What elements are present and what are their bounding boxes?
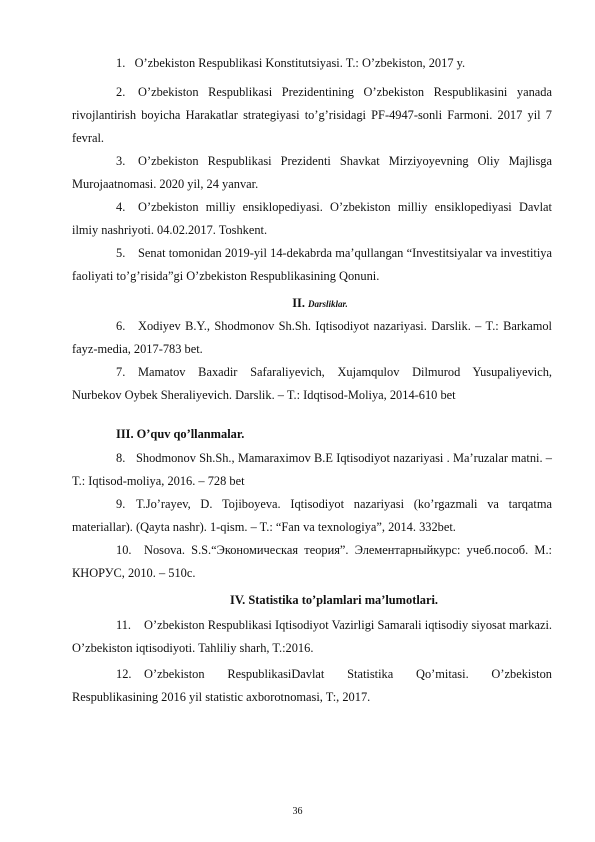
reference-text: O’zbekiston RespublikasiDavlat Statistika Qo’mitasi. O’zbekiston Respublikasining 2016 yil statistic axborotnomasi, T:, 2017. bbox=[72, 667, 552, 704]
section-heading-darsliklar bbox=[0, 293, 595, 314]
reference-text: T.Jo’rayev, D. Tojiboyeva. Iqtisodiyot nazariyasi (ko’rgazmali va tarqatma materiallar). (Qayta nashr). 1-qism. – T.: “Fan va texnologiya”, 2014. 332bet. bbox=[72, 497, 552, 534]
reference-number: 5. bbox=[116, 246, 126, 260]
page-number: 36 bbox=[292, 806, 303, 817]
section-roman: II. bbox=[292, 296, 305, 310]
reference-text: O’zbekiston milliy ensiklopediyasi. O’zbekiston milliy ensiklopediyasi Davlat ilmiy nashriyoti. 04.02.2017. Toshkent. bbox=[72, 200, 552, 237]
reference-number: 7. bbox=[116, 365, 126, 379]
reference-number: 11. bbox=[116, 618, 132, 632]
section-heading-oquv-qollanmalar: III. O’quv qo’llanmalar. bbox=[116, 427, 245, 441]
reference-text: O’zbekiston Respublikasi Konstitutsiyasi. T.: O’zbekiston, 2017 y. bbox=[134, 56, 466, 70]
reference-number: 4. bbox=[116, 200, 126, 214]
reference-item-1 bbox=[116, 52, 552, 75]
reference-number: 3. bbox=[116, 154, 126, 168]
section-title: Darsliklar. bbox=[308, 299, 348, 309]
reference-number: 2. bbox=[116, 85, 126, 99]
reference-text: Nosova. S.S.“Экономическая теория”. Элементарныйкурс: учеб.пособ. М.: КНОРУС, 2010. – 510с. bbox=[72, 543, 552, 580]
reference-text: O’zbekiston Respublikasi Prezidentining O’zbekiston Respublikasini yanada rivojlantirish boyicha Harakatlar strategiyasi to’g’risidagi PF-4947-sonli Farmoni. 2017 yil 7 fevral. bbox=[72, 85, 552, 145]
reference-number: 8. bbox=[116, 451, 126, 465]
reference-number: 6. bbox=[116, 319, 126, 333]
reference-text: Xodiyev B.Y., Shodmonov Sh.Sh. Iqtisodiyot nazariyasi. Darslik. – T.: Barkamol fayz-media, 2017-783 bet. bbox=[72, 319, 552, 356]
reference-text: Shodmonov Sh.Sh., Mamaraximov B.E Iqtisodiyot nazariyasi . Ma’ruzalar matni. – T.: Iqtisod-moliya, 2016. – 728 bet bbox=[72, 451, 552, 488]
reference-number: 10. bbox=[116, 543, 132, 557]
reference-text: Mamatov Baxadir Safaraliyevich, Xujamqulov Dilmurod Yusupaliyevich, Nurbekov Oybek Sheraliyevich. Darslik. – T.: Idqtisod-Moliya, 2014-610 bet bbox=[72, 365, 552, 402]
reference-number: 12. bbox=[116, 667, 132, 681]
reference-number: 1. bbox=[116, 56, 126, 70]
reference-number: 9. bbox=[116, 497, 126, 511]
section-heading-statistika: IV. Statistika to’plamlari ma’lumotlari. bbox=[230, 593, 438, 607]
reference-text: Senat tomonidan 2019-yil 14-dekabrda ma’qullangan “Investitsiyalar va investitiya faoliyati to’g’risida”gi O’zbekiston Respublikasining Qonuni. bbox=[72, 246, 552, 283]
reference-text: O’zbekiston Respublikasi Prezidenti Shavkat Mirziyoyevning Oliy Majlisga Murojaatnomasi. 2020 yil, 24 yanvar. bbox=[72, 154, 552, 191]
reference-text: O’zbekiston Respublikasi Iqtisodiyot Vazirligi Samarali iqtisodiy siyosat markazi. O’zbekiston iqtisodiyoti. Tahliliy sharh, T.:2016. bbox=[72, 618, 552, 655]
